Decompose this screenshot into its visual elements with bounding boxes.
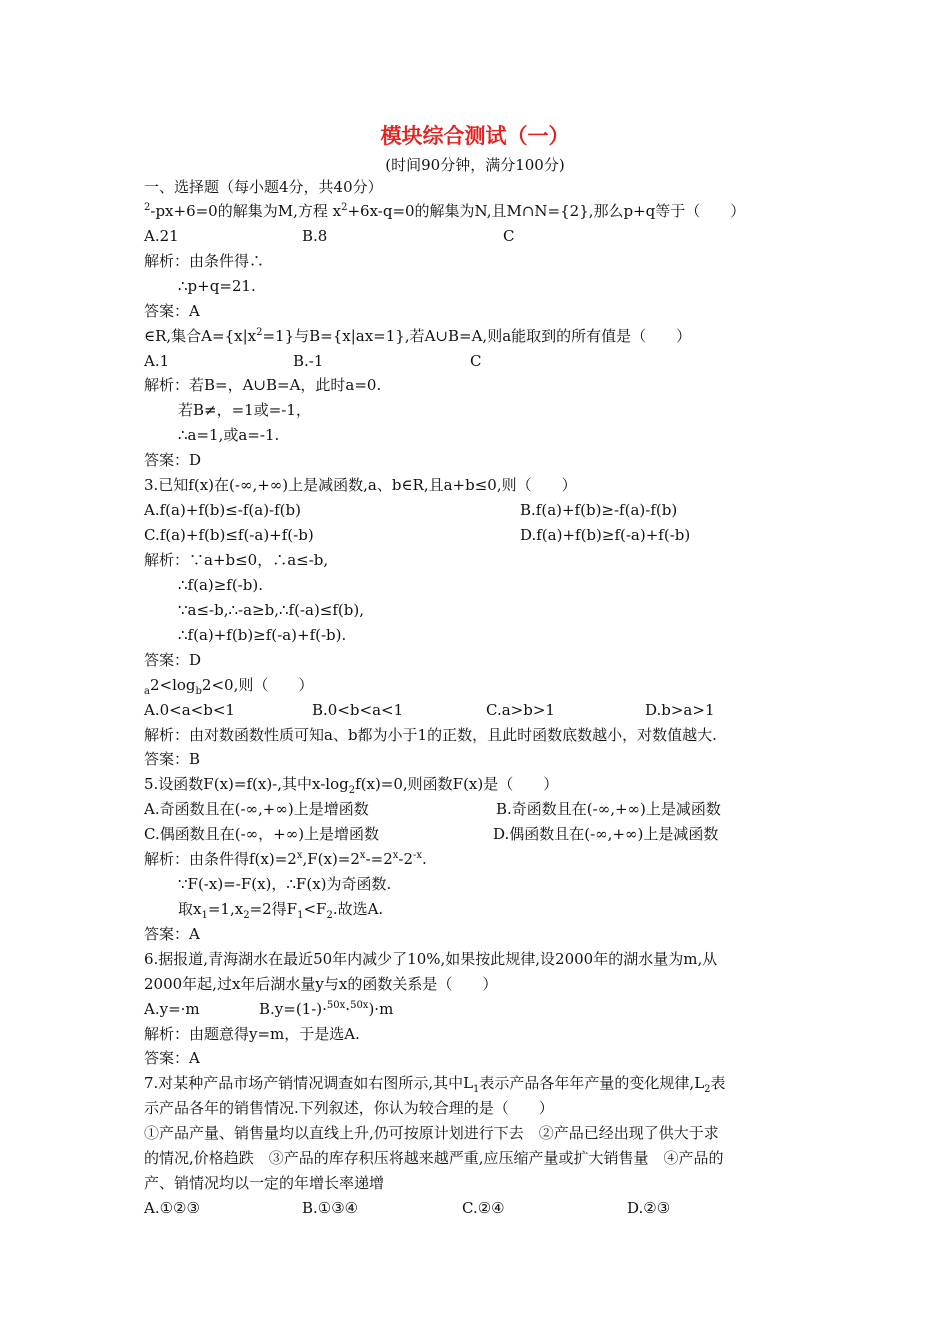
q7-option-a: A.①②③	[144, 1199, 200, 1217]
q4-option-d: D.b>a>1	[645, 701, 715, 719]
section-heading: 一、选择题（每小题4分，共40分）	[144, 178, 383, 196]
q1-option-c: C	[503, 227, 515, 245]
q5-option-c: C.偶函数且在(-∞，+∞)上是增函数	[144, 825, 380, 843]
q3-option-c: C.f(a)+f(b)≤f(-a)+f(-b)	[144, 526, 314, 544]
q6-stem: 2000年起,过x年后湖水量y与x的函数关系是（ ）	[144, 975, 498, 993]
q2-option-a: A.1	[144, 352, 170, 370]
q1-option-a: A.21	[144, 227, 179, 245]
q2-answer: 答案：D	[144, 451, 202, 469]
q5-answer: 答案：A	[144, 925, 200, 943]
q2-analysis: 解析：若B=，A∪B=A，此时a=0.	[144, 376, 382, 394]
q5-stem: 5.设函数F(x)=f(x)-,其中$x-\log_2f(x)=0$,则函数F(x)是（ ）	[144, 775, 559, 796]
q4-option-b: B.0<b<a<1	[312, 701, 404, 719]
q6-option-b: B.y=(1-)·$^{50x}$·$^{50x}$)·m	[259, 1000, 394, 1018]
q3-option-d: D.f(a)+f(b)≥f(-a)+f(-b)	[520, 526, 691, 544]
q5-option-d: D.偶函数且在(-∞,+∞)上是减函数	[493, 825, 719, 843]
q3-step: ∵a≤-b,∴-a≥b,∴f(-a)≤f(b),	[178, 601, 364, 619]
q4-option-c: C.a>b>1	[486, 701, 555, 719]
page-title: 模块综合测试（一）	[380, 123, 570, 148]
q4-analysis: 解析：由对数函数性质可知a、b都为小于1的正数，且此时函数底数越小，对数值越大.	[144, 726, 717, 744]
q7-stem: 的情况,价格趋跌 ③产品的库存积压将越来越严重,应压缩产量或扩大销售量 ④产品的	[144, 1149, 724, 1167]
q1-answer: 答案：A	[144, 302, 200, 320]
q3-answer: 答案：D	[144, 651, 202, 669]
q7-stem: 示产品各年的销售情况.下列叙述，你认为较合理的是（ ）	[144, 1099, 554, 1117]
q5-analysis: 解析：由条件得$f(x)=2^x,F(x)=2^x-=2^x-2^{-x}$.	[144, 850, 427, 868]
q7-stem: ①产品产量、销售量均以直线上升,仍可按原计划进行下去 ②产品已经出现了供大于求	[144, 1124, 719, 1142]
q5-step: 取$x_1=1,x_2=2$得$F_1<F_2$.故选A.	[178, 900, 384, 921]
q7-stem: 产、销情况均以一定的年增长率递增	[144, 1174, 385, 1192]
q3-analysis: 解析：∵a+b≤0，∴a≤-b,	[144, 551, 329, 569]
q7-option-c: C.②④	[462, 1199, 505, 1217]
q3-option-b: B.f(a)+f(b)≥-f(a)-f(b)	[520, 501, 678, 519]
q4-answer: 答案：B	[144, 750, 201, 768]
q5-option-b: B.奇函数且在(-∞,+∞)上是减函数	[496, 800, 721, 818]
q2-stem: ∈R,集合$A=\{x|x^2=1\}$与B={x|ax=1},若A∪B=A,则a能取到的所有值是（ ）	[144, 327, 692, 345]
q6-answer: 答案：A	[144, 1049, 200, 1067]
q7-option-b: B.①③④	[302, 1199, 359, 1217]
q2-step: 若B≠，=1或=-1，	[178, 401, 311, 419]
q2-option-c: C	[470, 352, 482, 370]
q1-step: ∴p+q=21.	[178, 277, 256, 295]
q4-stem: $_a2<\log_b2<0$,则（ ）	[144, 676, 314, 697]
q1-analysis: 解析：由条件得∴	[144, 252, 265, 270]
q5-option-a: A.奇函数且在(-∞,+∞)上是增函数	[144, 800, 369, 818]
q2-option-b: B.-1	[293, 352, 324, 370]
q6-option-a: A.y=·m	[144, 1000, 200, 1018]
q1-stem: $^2$-px+6=0的解集为M,方程 $x^2+6x-q=0$的解集为N,且M∩N={2},那么p+q等于（ ）	[144, 202, 746, 220]
q6-analysis: 解析：由题意得y=m，于是选A.	[144, 1025, 360, 1043]
q7-option-d: D.②③	[627, 1199, 671, 1217]
q5-step: ∵F(-x)=-F(x)，∴F(x)为奇函数.	[178, 875, 392, 893]
q3-step: ∴f(a)≥f(-b).	[178, 576, 264, 594]
q6-stem: 6.据报道,青海湖水在最近50年内减少了10%,如果按此规律,设2000年的湖水量为m,从	[144, 950, 718, 968]
q7-stem: 7.对某种产品市场产销情况调查如右图所示,其中$L_1$表示产品各年年产量的变化规律$,L_2$表	[144, 1074, 726, 1095]
q4-option-a: A.0<a<b<1	[144, 701, 235, 719]
q1-option-b: B.8	[302, 227, 328, 245]
q3-option-a: A.f(a)+f(b)≤-f(a)-f(b)	[144, 501, 301, 519]
q2-step: ∴a=1,或a=-1.	[178, 426, 280, 444]
q3-step: ∴f(a)+f(b)≥f(-a)+f(-b).	[178, 626, 347, 644]
q3-stem: 3.已知f(x)在(-∞,+∞)上是减函数,a、b∈R,且a+b≤0,则（ ）	[144, 476, 577, 494]
page-subtitle: (时间90分钟，满分100分)	[385, 156, 565, 174]
